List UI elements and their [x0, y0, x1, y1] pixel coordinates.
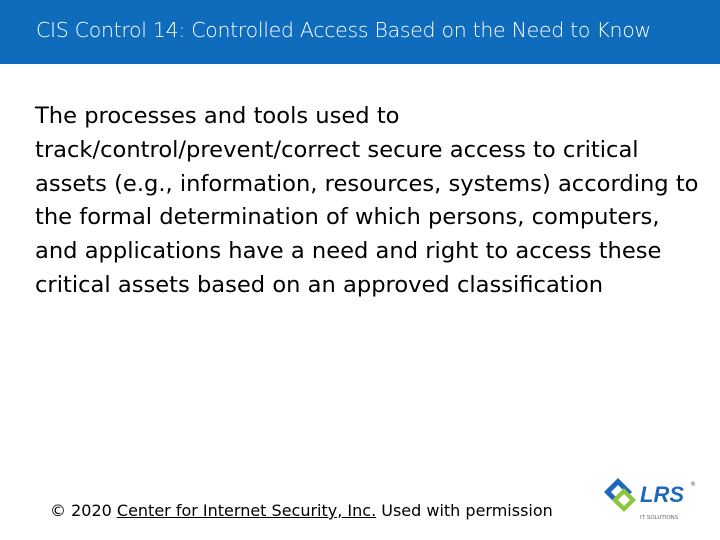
logo-registered-mark: ®: [690, 481, 696, 488]
slide-title: CIS Control 14: Controlled Access Based on the Need to Know: [36, 18, 651, 42]
lrs-logo: [602, 474, 714, 524]
footer-suffix: Used with permission: [376, 501, 553, 520]
lrs-chevron-icon: [604, 478, 636, 512]
footer-prefix: © 2020: [50, 501, 117, 520]
logo-tagline: IT SOLUTIONS: [640, 515, 679, 521]
title-bar: [0, 0, 720, 64]
logo-wordmark: LRS: [640, 482, 684, 507]
slide-body-text: The processes and tools used to track/control/prevent/correct secure access to critical assets (e.g., information, resources, systems) according to the formal determination of which persons, computers, and applications have a need and right to access these critical assets based on an approved classification: [35, 103, 699, 298]
footer-attribution: [50, 501, 553, 520]
cis-link[interactable]: Center for Internet Security, Inc.: [116, 501, 377, 520]
